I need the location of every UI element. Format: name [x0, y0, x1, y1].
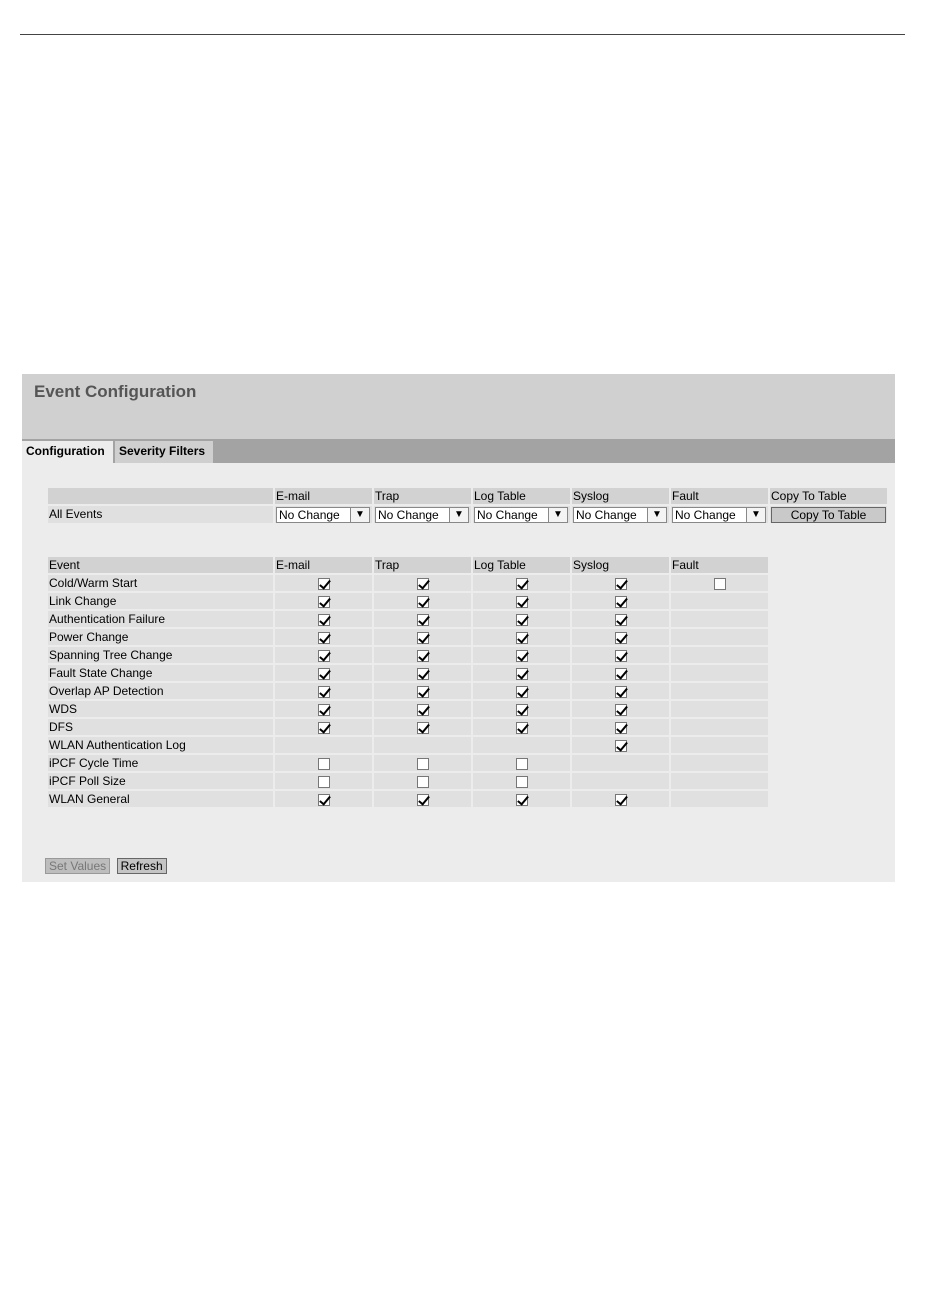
event-trap-cell [374, 701, 471, 717]
table-row [48, 719, 768, 735]
email-checkbox[interactable] [318, 632, 330, 644]
event-syslog-cell [572, 629, 669, 645]
syslog-checkbox[interactable] [615, 596, 627, 608]
log-table-checkbox[interactable] [516, 650, 528, 662]
table-row [48, 647, 768, 663]
trap-checkbox[interactable] [417, 614, 429, 626]
events-table [46, 555, 770, 809]
top-divider [20, 34, 905, 35]
tab-bar [22, 439, 895, 463]
trap-checkbox[interactable] [417, 758, 429, 770]
event-email-cell [275, 647, 372, 663]
event-name: WLAN General [48, 791, 273, 807]
trap-checkbox[interactable] [417, 776, 429, 788]
panel-header [22, 374, 895, 439]
set-values-button[interactable]: Set Values [45, 858, 110, 874]
all-events-header-row [48, 488, 887, 504]
event-fault-cell [671, 791, 768, 807]
log-table-checkbox[interactable] [516, 722, 528, 734]
event-syslog-cell [572, 755, 669, 771]
event-email-cell [275, 755, 372, 771]
event-trap-cell [374, 611, 471, 627]
event-trap-cell [374, 773, 471, 789]
event-log-table-cell [473, 755, 570, 771]
email-checkbox[interactable] [318, 758, 330, 770]
email-checkbox[interactable] [318, 668, 330, 680]
event-syslog-cell [572, 683, 669, 699]
event-log-table-cell [473, 719, 570, 735]
all-events-label: All Events [48, 506, 273, 523]
event-trap-cell [374, 575, 471, 591]
chevron-down-icon: ▼ [449, 508, 468, 522]
log-table-checkbox[interactable] [516, 758, 528, 770]
event-name: WLAN Authentication Log [48, 737, 273, 753]
event-trap-cell [374, 791, 471, 807]
all-events-syslog-cell [572, 506, 669, 523]
log-table-checkbox[interactable] [516, 794, 528, 806]
event-email-cell [275, 575, 372, 591]
event-log-table-cell [473, 629, 570, 645]
event-fault-cell [671, 719, 768, 735]
event-log-table-cell [473, 647, 570, 663]
table-row [48, 701, 768, 717]
event-log-table-cell [473, 791, 570, 807]
all-events-syslog-select[interactable] [573, 507, 667, 523]
event-log-table-cell [473, 575, 570, 591]
events-header-row [48, 557, 768, 573]
event-syslog-cell [572, 719, 669, 735]
event-trap-cell [374, 755, 471, 771]
event-name: Fault State Change [48, 665, 273, 681]
syslog-checkbox[interactable] [615, 668, 627, 680]
copy-to-table-button[interactable]: Copy To Table [771, 507, 886, 523]
event-log-table-cell [473, 683, 570, 699]
event-syslog-cell [572, 791, 669, 807]
event-trap-cell [374, 629, 471, 645]
event-name: Cold/Warm Start [48, 575, 273, 591]
email-checkbox[interactable] [318, 686, 330, 698]
event-fault-cell [671, 773, 768, 789]
table-row [48, 773, 768, 789]
event-email-cell [275, 719, 372, 735]
email-checkbox[interactable] [318, 704, 330, 716]
column-header-copy-to-table: Copy To Table [770, 488, 887, 504]
log-table-checkbox[interactable] [516, 704, 528, 716]
chevron-down-icon: ▼ [746, 508, 765, 522]
event-log-table-cell [473, 701, 570, 717]
trap-checkbox[interactable] [417, 722, 429, 734]
table-row [48, 575, 768, 591]
all-events-trap-select[interactable] [375, 507, 469, 523]
all-events-fault-cell [671, 506, 768, 523]
email-checkbox[interactable] [318, 650, 330, 662]
tab-severity-filters[interactable]: Severity Filters [115, 441, 213, 463]
table-row [48, 593, 768, 609]
all-events-trap-cell [374, 506, 471, 523]
event-trap-cell [374, 665, 471, 681]
event-trap-cell [374, 683, 471, 699]
refresh-button[interactable]: Refresh [117, 858, 167, 874]
event-syslog-cell [572, 665, 669, 681]
syslog-checkbox[interactable] [615, 722, 627, 734]
syslog-checkbox[interactable] [615, 704, 627, 716]
log-table-checkbox[interactable] [516, 578, 528, 590]
syslog-checkbox[interactable] [615, 686, 627, 698]
email-checkbox[interactable] [318, 794, 330, 806]
table-row [48, 755, 768, 771]
column-header-trap: Trap [374, 488, 471, 504]
syslog-checkbox[interactable] [615, 632, 627, 644]
trap-checkbox[interactable] [417, 686, 429, 698]
event-fault-cell [671, 737, 768, 753]
page-title: Event Configuration [34, 382, 197, 401]
all-events-fault-select[interactable] [672, 507, 766, 523]
syslog-checkbox[interactable] [615, 614, 627, 626]
event-trap-cell [374, 647, 471, 663]
syslog-checkbox[interactable] [615, 650, 627, 662]
syslog-checkbox[interactable] [615, 578, 627, 590]
select-value: No Change [576, 507, 637, 522]
event-email-cell [275, 611, 372, 627]
all-events-email-cell [275, 506, 372, 523]
event-syslog-cell [572, 737, 669, 753]
chevron-down-icon: ▼ [647, 508, 666, 522]
event-log-table-cell [473, 611, 570, 627]
trap-checkbox[interactable] [417, 596, 429, 608]
events-body [48, 575, 768, 807]
all-events-copy-cell [770, 506, 887, 523]
event-log-table-cell [473, 737, 570, 753]
all-events-table [46, 486, 889, 525]
event-name: Authentication Failure [48, 611, 273, 627]
event-name: DFS [48, 719, 273, 735]
email-checkbox[interactable] [318, 614, 330, 626]
event-name: Power Change [48, 629, 273, 645]
event-fault-cell [671, 701, 768, 717]
column-header-syslog: Syslog [572, 557, 669, 573]
event-email-cell [275, 593, 372, 609]
all-events-log-table-select[interactable] [474, 507, 568, 523]
event-fault-cell [671, 665, 768, 681]
chevron-down-icon: ▼ [350, 508, 369, 522]
event-fault-cell [671, 647, 768, 663]
column-header-trap: Trap [374, 557, 471, 573]
select-value: No Change [477, 507, 538, 522]
event-name: Spanning Tree Change [48, 647, 273, 663]
event-fault-cell [671, 755, 768, 771]
syslog-checkbox[interactable] [615, 740, 627, 752]
log-table-checkbox[interactable] [516, 596, 528, 608]
log-table-checkbox[interactable] [516, 776, 528, 788]
event-syslog-cell [572, 575, 669, 591]
log-table-checkbox[interactable] [516, 614, 528, 626]
select-value: No Change [378, 507, 439, 522]
column-header-email: E-mail [275, 488, 372, 504]
event-email-cell [275, 665, 372, 681]
chevron-down-icon: ▼ [548, 508, 567, 522]
event-syslog-cell [572, 611, 669, 627]
event-trap-cell [374, 737, 471, 753]
event-configuration-panel [22, 374, 895, 882]
column-header-fault: Fault [671, 557, 768, 573]
event-name: Overlap AP Detection [48, 683, 273, 699]
event-trap-cell [374, 719, 471, 735]
all-events-email-select[interactable] [276, 507, 370, 523]
trap-checkbox[interactable] [417, 794, 429, 806]
trap-checkbox[interactable] [417, 650, 429, 662]
event-syslog-cell [572, 773, 669, 789]
fault-checkbox[interactable] [714, 578, 726, 590]
email-checkbox[interactable] [318, 578, 330, 590]
select-value: No Change [675, 507, 736, 522]
column-header-syslog: Syslog [572, 488, 669, 504]
email-checkbox[interactable] [318, 722, 330, 734]
event-fault-cell [671, 683, 768, 699]
table-row [48, 629, 768, 645]
event-email-cell [275, 629, 372, 645]
event-log-table-cell [473, 773, 570, 789]
log-table-checkbox[interactable] [516, 686, 528, 698]
trap-checkbox[interactable] [417, 578, 429, 590]
select-value: No Change [279, 507, 340, 522]
event-syslog-cell [572, 593, 669, 609]
email-checkbox[interactable] [318, 596, 330, 608]
all-events-row [48, 506, 887, 523]
table-row [48, 791, 768, 807]
event-fault-cell [671, 593, 768, 609]
table-row [48, 737, 768, 753]
event-email-cell [275, 701, 372, 717]
column-header-log-table: Log Table [473, 488, 570, 504]
tab-configuration[interactable]: Configuration [22, 441, 113, 463]
column-header-fault: Fault [671, 488, 768, 504]
trap-checkbox[interactable] [417, 632, 429, 644]
email-checkbox[interactable] [318, 776, 330, 788]
column-header-log-table: Log Table [473, 557, 570, 573]
event-name: iPCF Cycle Time [48, 755, 273, 771]
event-trap-cell [374, 593, 471, 609]
event-email-cell [275, 773, 372, 789]
table-row [48, 665, 768, 681]
event-syslog-cell [572, 647, 669, 663]
column-header-event: Event [48, 557, 273, 573]
event-name: Link Change [48, 593, 273, 609]
event-name: iPCF Poll Size [48, 773, 273, 789]
table-row [48, 683, 768, 699]
event-log-table-cell [473, 593, 570, 609]
all-events-log-table-cell [473, 506, 570, 523]
event-syslog-cell [572, 701, 669, 717]
event-fault-cell [671, 629, 768, 645]
event-name: WDS [48, 701, 273, 717]
trap-checkbox[interactable] [417, 704, 429, 716]
event-email-cell [275, 683, 372, 699]
all-events-header-blank [48, 488, 273, 504]
syslog-checkbox[interactable] [615, 794, 627, 806]
event-email-cell [275, 791, 372, 807]
log-table-checkbox[interactable] [516, 632, 528, 644]
event-fault-cell [671, 575, 768, 591]
action-buttons [45, 858, 169, 876]
trap-checkbox[interactable] [417, 668, 429, 680]
column-header-email: E-mail [275, 557, 372, 573]
event-email-cell [275, 737, 372, 753]
event-log-table-cell [473, 665, 570, 681]
table-row [48, 611, 768, 627]
event-fault-cell [671, 611, 768, 627]
log-table-checkbox[interactable] [516, 668, 528, 680]
